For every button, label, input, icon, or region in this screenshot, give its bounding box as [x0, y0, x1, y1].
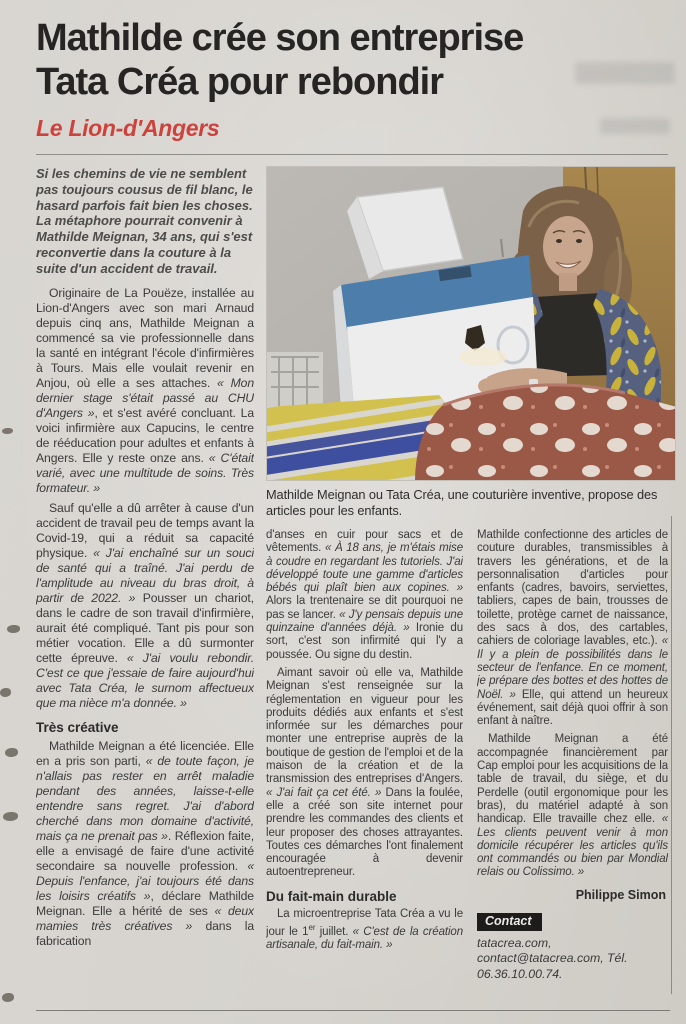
right-area — [266, 166, 668, 1004]
paragraph: Mathilde Meignan a été licenciée. Elle en a pris son parti, « de toute façon, je n'allais pas rester en arrêt maladie pendant des années, laisse-t-elle entendre sans regret. J'ai d'abord cherché dans mon domaine d'activité, mais ça ne prenait pas ». Réflexion faite, elle a envisagé de faire d'une activité secondaire sa nouvelle profession. « Depuis l'enfance, j'ai toujours été dans les loisirs créatifs », déclare Mathilde Meignan. Elle a hérité de ses « deux mamies très créatives » dans la fabrication — [36, 738, 254, 948]
paragraph: Mathilde Meignan a été accompagnée financièrement par Cap emploi pour les acquisitions de la table de travail, du siège, et du Perdelle (outil ergonomique pour les bras), du matériel adapté à son handicap. Elle travaille chez elle. « Les clients peuvent venir à mon domicile récupérer les articles qu'ils ont commandés ou bien par Mondial relais ou Colissimo. » — [477, 733, 668, 879]
column-1 — [36, 166, 254, 1004]
paragraph: Mathilde confectionne des articles de couture durables, transmissibles à travers les générations, et de la personnalisation d'articles pour enfants (cadres, bavoirs, serviettes, tabliers, capes de bain, trousses de toilette, protège carnet de naissance, des sacs à dos, des cartables, cahiers de coloriage lavables, etc.). « Il y a plein de possibilités dans le secteur de l'enfance. En ce moment, je prépare des bottes et des hottes de Noël. » Elle, qui attend un heureux événement, sait déjà quoi offrir à son enfant à naître. — [477, 529, 668, 728]
photo-illustration — [267, 167, 676, 481]
headline-line-1: Mathilde crée son entreprise — [36, 17, 524, 59]
article-photo — [266, 166, 676, 481]
lower-columns — [266, 529, 668, 1003]
paper-speck — [3, 812, 18, 821]
paragraph: Sauf qu'elle a dû arrêter à cause d'un accident de travail peu de temps avant la Covid-19, qui a réduit sa capacité physique. « J'ai enchaîné sur un souci de santé qui a traîné. J'ai perdu de l'amplitude au niveau du bras droit, à partir de 2022. » Pousser un chariot, dans le cadre de son travail d'infirmière, aurait été compliqué. Tant pis pour son métier vocation. Elle a dû surmonter cette épreuve. « J'ai voulu rebondir. C'est ce que j'essaie de faire aujourd'hui avec Tata Créa, le surnom affectueux que ma nièce m'a donnée. » — [36, 500, 254, 710]
paragraph: Originaire de La Pouëze, installée au Lion-d'Angers avec son mari Arnaud depuis cinq ans, Mathilde Meignan a commencé sa vie professionnelle dans la santé en intégrant l'école d'infirmières à Tours. Mais elle voulait revenir en Anjou, où elle a ses attaches. « Mon dernier stage s'était passé au CHU d'Angers », et s'est avéré concluant. La voici infirmière aux Capucins, le centre de rééducation pour adultes et enfants à Angers. Elle y reste onze ans. « C'était varié, avec une multitude de soins. Très formateur. » — [36, 285, 254, 495]
paper-speck — [0, 688, 11, 697]
paper-speck — [7, 625, 20, 633]
paragraph: d'anses en cuir pour sacs et de vêtements. « À 18 ans, je m'étais mise à coudre en regardant les tutoriels. J'ai développé toute une gamme d'articles bébés qui plaît bien aux copines. » Alors la trentenaire se dit pourquoi ne pas se lancer. « J'y pensais depuis une quinzaine d'années déjà. » Ironie du sort, c'est son infirmité qui l'y a poussée. Ou signe du destin. — [266, 529, 463, 661]
paper-speck — [5, 748, 18, 757]
article-body — [36, 166, 668, 1004]
byline: Philippe Simon — [575, 887, 666, 902]
column-2 — [266, 529, 463, 1003]
paragraph: La microentreprise Tata Créa a vu le jour le 1er juillet. « C'est de la création artisanale, du fait-main. » — [266, 907, 463, 952]
header-rule — [36, 154, 668, 155]
photo-caption: Mathilde Meignan ou Tata Créa, une couturière inventive, propose des articles pour les enfants. — [266, 487, 658, 518]
paragraph: Aimant savoir où elle va, Mathilde Meignan s'est renseignée sur la réglementation en vigueur pour les produits dédiés aux enfants et s'est informée sur les démarches pour monter une entreprise auprès de la boutique de gestion de l'emploi et de la maison de la création et de la transmission des entreprises d'Angers. « J'ai fait ça cet été. » Dans la foulée, elle a créé son site internet pour prendre les commandes des clients et leur proposer des choses attrayantes. Toutes ces démarches l'ont finalement encouragée à devenir autoentrepreneur. — [266, 666, 463, 879]
subhead-tres-creative: Très créative — [36, 719, 119, 735]
contact-info: tatacrea.com, contact@tatacrea.com, Tél. 06.36.10.00.74. — [477, 935, 628, 981]
headline-line-2: Tata Créa pour rebondir — [36, 61, 444, 103]
column-divider-rule — [671, 516, 672, 994]
location-kicker: Le Lion-d'Angers — [36, 115, 220, 141]
paper-speck — [2, 428, 13, 434]
article-headline — [36, 16, 668, 104]
paper-speck — [2, 993, 14, 1002]
footer-rule — [36, 1010, 670, 1011]
lead-paragraph: Si les chemins de vie ne semblent pas toujours cousus de fil blanc, le hasard parfois fait bien les choses. La métaphore pourrait convenir à Mathilde Meignan, 34 ans, qui s'est reconvertie dans la couture à la suite d'un accident de travail. — [36, 166, 253, 276]
subhead-fait-main: Du fait-main durable — [266, 888, 397, 904]
contact-badge: Contact — [477, 913, 542, 931]
column-3 — [477, 529, 668, 1003]
